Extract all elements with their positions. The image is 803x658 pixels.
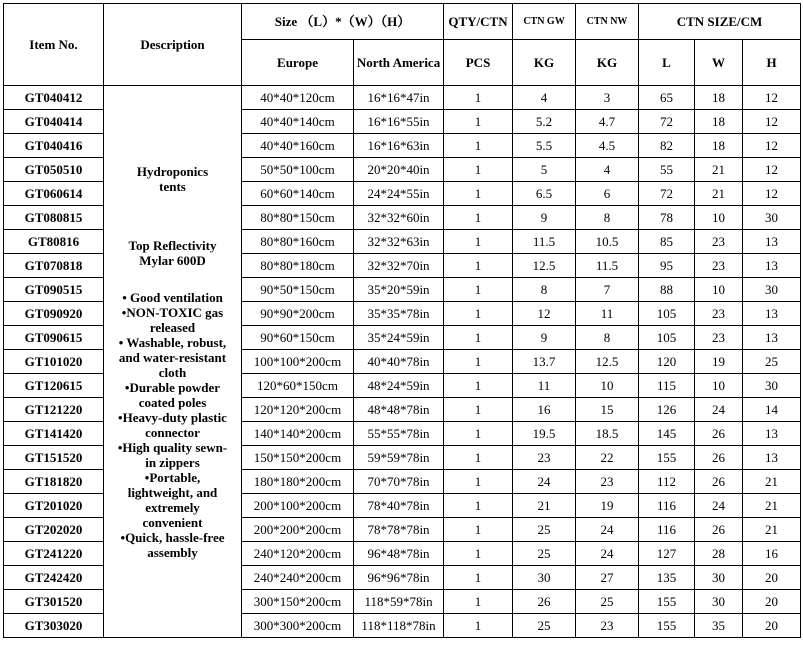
carton-width-cell: 23: [695, 230, 743, 254]
north-america-size-cell: 32*32*63in: [354, 230, 444, 254]
qty-cell: 1: [444, 422, 513, 446]
carton-width-cell: 26: [695, 518, 743, 542]
item-no-cell: GT060614: [4, 182, 104, 206]
carton-height-cell: 13: [743, 422, 801, 446]
net-weight-cell: 11: [576, 302, 639, 326]
north-america-size-cell: 118*118*78in: [354, 614, 444, 638]
north-america-header: North America: [354, 40, 444, 86]
carton-height-cell: 21: [743, 518, 801, 542]
carton-length-cell: 82: [639, 134, 695, 158]
north-america-size-cell: 16*16*63in: [354, 134, 444, 158]
gross-weight-cell: 6.5: [513, 182, 576, 206]
north-america-size-cell: 32*32*60in: [354, 206, 444, 230]
item-no-cell: GT303020: [4, 614, 104, 638]
europe-size-cell: 40*40*140cm: [242, 110, 354, 134]
carton-height-cell: 30: [743, 278, 801, 302]
carton-height-cell: 16: [743, 542, 801, 566]
description-line: Mylar 600D: [139, 252, 206, 268]
north-america-size-cell: 78*78*78in: [354, 518, 444, 542]
carton-height-cell: 21: [743, 470, 801, 494]
carton-length-cell: 145: [639, 422, 695, 446]
item-no-cell: GT040412: [4, 86, 104, 110]
description-line: assembly: [147, 544, 198, 560]
qty-cell: 1: [444, 446, 513, 470]
description-line: connector: [145, 424, 200, 440]
description-line: convenient: [142, 514, 203, 530]
description-line: Top Reflectivity: [128, 237, 217, 253]
qty-cell: 1: [444, 86, 513, 110]
carton-length-cell: 155: [639, 446, 695, 470]
qty-cell: 1: [444, 518, 513, 542]
north-america-size-cell: 35*20*59in: [354, 278, 444, 302]
carton-width-cell: 10: [695, 206, 743, 230]
description-line: •Heavy-duty plastic: [118, 409, 227, 425]
europe-size-cell: 80*80*150cm: [242, 206, 354, 230]
europe-size-cell: 120*120*200cm: [242, 398, 354, 422]
item-no-cell: GT090920: [4, 302, 104, 326]
carton-length-cell: 116: [639, 494, 695, 518]
carton-length-cell: 120: [639, 350, 695, 374]
carton-width-cell: 23: [695, 326, 743, 350]
item-no-cell: GT301520: [4, 590, 104, 614]
europe-size-cell: 300*300*200cm: [242, 614, 354, 638]
north-america-size-cell: 59*59*78in: [354, 446, 444, 470]
width-header: W: [695, 40, 743, 86]
size-header: Size （L）*（W）（H）: [242, 4, 444, 40]
europe-size-cell: 200*100*200cm: [242, 494, 354, 518]
north-america-size-cell: 20*20*40in: [354, 158, 444, 182]
description-line: tents: [159, 178, 186, 194]
description-line: and water-resistant: [118, 349, 227, 365]
europe-size-cell: 40*40*160cm: [242, 134, 354, 158]
net-weight-cell: 10.5: [576, 230, 639, 254]
item-no-cell: GT050510: [4, 158, 104, 182]
carton-height-cell: 12: [743, 86, 801, 110]
description-line: •Portable,: [144, 469, 201, 485]
north-america-size-cell: 35*35*78in: [354, 302, 444, 326]
europe-size-cell: 120*60*150cm: [242, 374, 354, 398]
qty-cell: 1: [444, 302, 513, 326]
qty-cell: 1: [444, 158, 513, 182]
carton-width-cell: 18: [695, 134, 743, 158]
gross-weight-cell: 26: [513, 590, 576, 614]
header-row-top: [4, 4, 801, 40]
north-america-size-cell: 78*40*78in: [354, 494, 444, 518]
carton-height-cell: 25: [743, 350, 801, 374]
description-line: lightweight, and: [127, 484, 218, 500]
north-america-size-cell: 96*96*78in: [354, 566, 444, 590]
carton-width-cell: 21: [695, 182, 743, 206]
north-america-size-cell: 48*24*59in: [354, 374, 444, 398]
item-no-cell: GT090615: [4, 326, 104, 350]
description-line: •Durable powder: [124, 379, 221, 395]
europe-size-cell: 200*200*200cm: [242, 518, 354, 542]
description-header: Description: [104, 4, 242, 86]
carton-height-cell: 14: [743, 398, 801, 422]
length-header: L: [639, 40, 695, 86]
carton-height-cell: 13: [743, 302, 801, 326]
item-no-cell: GT070818: [4, 254, 104, 278]
description-line: •NON-TOXIC gas: [121, 304, 224, 320]
carton-width-cell: 30: [695, 566, 743, 590]
net-weight-cell: 22: [576, 446, 639, 470]
carton-width-cell: 30: [695, 590, 743, 614]
item-no-cell: GT040414: [4, 110, 104, 134]
europe-size-cell: 90*90*200cm: [242, 302, 354, 326]
net-weight-cell: 10: [576, 374, 639, 398]
carton-length-cell: 135: [639, 566, 695, 590]
qty-cell: 1: [444, 614, 513, 638]
nw-kg-header: KG: [576, 40, 639, 86]
carton-height-cell: 12: [743, 134, 801, 158]
north-america-size-cell: 16*16*47in: [354, 86, 444, 110]
qty-cell: 1: [444, 134, 513, 158]
item-no-cell: GT120615: [4, 374, 104, 398]
item-no-cell: GT090515: [4, 278, 104, 302]
gw-kg-header: KG: [513, 40, 576, 86]
carton-width-cell: 26: [695, 446, 743, 470]
carton-width-cell: 26: [695, 422, 743, 446]
pcs-header: PCS: [444, 40, 513, 86]
carton-length-cell: 72: [639, 110, 695, 134]
item-no-cell: GT121220: [4, 398, 104, 422]
net-weight-cell: 24: [576, 542, 639, 566]
qty-cell: 1: [444, 542, 513, 566]
carton-height-cell: 13: [743, 254, 801, 278]
carton-width-cell: 18: [695, 110, 743, 134]
qty-cell: 1: [444, 326, 513, 350]
carton-width-cell: 23: [695, 254, 743, 278]
gross-weight-cell: 4: [513, 86, 576, 110]
europe-size-cell: 40*40*120cm: [242, 86, 354, 110]
net-weight-cell: 3: [576, 86, 639, 110]
europe-size-cell: 150*150*200cm: [242, 446, 354, 470]
north-america-size-cell: 35*24*59in: [354, 326, 444, 350]
net-weight-cell: 23: [576, 470, 639, 494]
item-no-cell: GT202020: [4, 518, 104, 542]
gross-weight-cell: 9: [513, 326, 576, 350]
net-weight-cell: 4.7: [576, 110, 639, 134]
net-weight-cell: 25: [576, 590, 639, 614]
item-no-header: Item No.: [4, 4, 104, 86]
carton-width-cell: 28: [695, 542, 743, 566]
europe-size-cell: 240*240*200cm: [242, 566, 354, 590]
north-america-size-cell: 24*24*55in: [354, 182, 444, 206]
item-no-cell: GT101020: [4, 350, 104, 374]
gross-weight-cell: 25: [513, 614, 576, 638]
gross-weight-cell: 25: [513, 518, 576, 542]
qty-cell: 1: [444, 398, 513, 422]
carton-width-cell: 10: [695, 374, 743, 398]
europe-size-cell: 50*50*100cm: [242, 158, 354, 182]
carton-height-cell: 12: [743, 158, 801, 182]
gross-weight-cell: 21: [513, 494, 576, 518]
gross-weight-cell: 5.2: [513, 110, 576, 134]
item-no-cell: GT151520: [4, 446, 104, 470]
qty-cell: 1: [444, 566, 513, 590]
carton-length-cell: 112: [639, 470, 695, 494]
carton-length-cell: 55: [639, 158, 695, 182]
net-weight-cell: 15: [576, 398, 639, 422]
qty-cell: 1: [444, 254, 513, 278]
carton-width-cell: 24: [695, 398, 743, 422]
carton-width-cell: 23: [695, 302, 743, 326]
net-weight-cell: 12.5: [576, 350, 639, 374]
carton-width-cell: 35: [695, 614, 743, 638]
description-spacer: [104, 216, 241, 238]
description-line: • Good ventilation: [122, 289, 223, 305]
net-weight-cell: 11.5: [576, 254, 639, 278]
net-weight-cell: 18.5: [576, 422, 639, 446]
carton-length-cell: 78: [639, 206, 695, 230]
gross-weight-cell: 11.5: [513, 230, 576, 254]
qty-cell: 1: [444, 350, 513, 374]
qty-cell: 1: [444, 230, 513, 254]
north-america-size-cell: 70*70*78in: [354, 470, 444, 494]
europe-size-cell: 180*180*200cm: [242, 470, 354, 494]
carton-length-cell: 155: [639, 590, 695, 614]
carton-length-cell: 65: [639, 86, 695, 110]
item-no-cell: GT181820: [4, 470, 104, 494]
carton-height-cell: 30: [743, 206, 801, 230]
ctn-size-header: CTN SIZE/CM: [639, 4, 801, 40]
qty-cell: 1: [444, 278, 513, 302]
net-weight-cell: 7: [576, 278, 639, 302]
carton-length-cell: 95: [639, 254, 695, 278]
spec-table-body: [4, 86, 801, 638]
europe-header: Europe: [242, 40, 354, 86]
carton-width-cell: 26: [695, 470, 743, 494]
table-row: [4, 86, 801, 110]
item-no-cell: GT040416: [4, 134, 104, 158]
description-line: coated poles: [138, 394, 207, 410]
item-no-cell: GT201020: [4, 494, 104, 518]
carton-width-cell: 10: [695, 278, 743, 302]
carton-height-cell: 13: [743, 446, 801, 470]
qty-cell: 1: [444, 374, 513, 398]
europe-size-cell: 80*80*160cm: [242, 230, 354, 254]
carton-length-cell: 126: [639, 398, 695, 422]
gross-weight-cell: 25: [513, 542, 576, 566]
carton-length-cell: 115: [639, 374, 695, 398]
description-line: •Quick, hassle-free: [120, 529, 225, 545]
north-america-size-cell: 40*40*78in: [354, 350, 444, 374]
qty-cell: 1: [444, 206, 513, 230]
carton-width-cell: 19: [695, 350, 743, 374]
carton-height-cell: 12: [743, 182, 801, 206]
europe-size-cell: 100*100*200cm: [242, 350, 354, 374]
item-no-cell: GT242420: [4, 566, 104, 590]
net-weight-cell: 23: [576, 614, 639, 638]
item-no-cell: GT80816: [4, 230, 104, 254]
item-no-cell: GT080815: [4, 206, 104, 230]
europe-size-cell: 140*140*200cm: [242, 422, 354, 446]
qty-cell: 1: [444, 182, 513, 206]
item-no-cell: GT241220: [4, 542, 104, 566]
north-america-size-cell: 55*55*78in: [354, 422, 444, 446]
item-no-cell: GT141420: [4, 422, 104, 446]
gross-weight-cell: 11: [513, 374, 576, 398]
carton-length-cell: 155: [639, 614, 695, 638]
gross-weight-cell: 8: [513, 278, 576, 302]
europe-size-cell: 240*120*200cm: [242, 542, 354, 566]
gross-weight-cell: 5.5: [513, 134, 576, 158]
qty-cell: 1: [444, 590, 513, 614]
carton-length-cell: 105: [639, 302, 695, 326]
description-line: •High quality sewn-: [117, 439, 228, 455]
qty-header: QTY/CTN: [444, 4, 513, 40]
europe-size-cell: 60*60*140cm: [242, 182, 354, 206]
qty-cell: 1: [444, 470, 513, 494]
carton-height-cell: 20: [743, 566, 801, 590]
height-header: H: [743, 40, 801, 86]
carton-width-cell: 24: [695, 494, 743, 518]
carton-length-cell: 88: [639, 278, 695, 302]
description-line: released: [149, 319, 196, 335]
carton-length-cell: 72: [639, 182, 695, 206]
qty-cell: 1: [444, 494, 513, 518]
spec-table: [3, 3, 801, 638]
gross-weight-cell: 24: [513, 470, 576, 494]
gross-weight-cell: 16: [513, 398, 576, 422]
ctn-nw-header: CTN NW: [576, 4, 639, 40]
carton-height-cell: 13: [743, 326, 801, 350]
carton-height-cell: 21: [743, 494, 801, 518]
description-line: Hydroponics: [136, 163, 209, 179]
description-line: extremely: [145, 499, 200, 515]
carton-height-cell: 12: [743, 110, 801, 134]
qty-cell: 1: [444, 110, 513, 134]
net-weight-cell: 4: [576, 158, 639, 182]
europe-size-cell: 80*80*180cm: [242, 254, 354, 278]
net-weight-cell: 27: [576, 566, 639, 590]
description-spacer: [104, 268, 241, 290]
description-spacer: [104, 194, 241, 216]
carton-length-cell: 116: [639, 518, 695, 542]
description-line: in zippers: [145, 454, 200, 470]
carton-height-cell: 20: [743, 590, 801, 614]
gross-weight-cell: 5: [513, 158, 576, 182]
carton-height-cell: 20: [743, 614, 801, 638]
gross-weight-cell: 12: [513, 302, 576, 326]
carton-width-cell: 21: [695, 158, 743, 182]
net-weight-cell: 4.5: [576, 134, 639, 158]
net-weight-cell: 8: [576, 206, 639, 230]
net-weight-cell: 8: [576, 326, 639, 350]
carton-width-cell: 18: [695, 86, 743, 110]
net-weight-cell: 24: [576, 518, 639, 542]
gross-weight-cell: 12.5: [513, 254, 576, 278]
carton-length-cell: 85: [639, 230, 695, 254]
description-line: cloth: [158, 364, 187, 380]
gross-weight-cell: 30: [513, 566, 576, 590]
north-america-size-cell: 32*32*70in: [354, 254, 444, 278]
gross-weight-cell: 23: [513, 446, 576, 470]
gross-weight-cell: 13.7: [513, 350, 576, 374]
north-america-size-cell: 48*48*78in: [354, 398, 444, 422]
europe-size-cell: 90*60*150cm: [242, 326, 354, 350]
description-line: • Washable, robust,: [118, 334, 227, 350]
north-america-size-cell: 118*59*78in: [354, 590, 444, 614]
carton-length-cell: 127: [639, 542, 695, 566]
carton-length-cell: 105: [639, 326, 695, 350]
carton-height-cell: 13: [743, 230, 801, 254]
carton-height-cell: 30: [743, 374, 801, 398]
net-weight-cell: 19: [576, 494, 639, 518]
europe-size-cell: 300*150*200cm: [242, 590, 354, 614]
gross-weight-cell: 19.5: [513, 422, 576, 446]
north-america-size-cell: 16*16*55in: [354, 110, 444, 134]
north-america-size-cell: 96*48*78in: [354, 542, 444, 566]
europe-size-cell: 90*50*150cm: [242, 278, 354, 302]
description-cell: [104, 86, 242, 638]
gross-weight-cell: 9: [513, 206, 576, 230]
net-weight-cell: 6: [576, 182, 639, 206]
ctn-gw-header: CTN GW: [513, 4, 576, 40]
